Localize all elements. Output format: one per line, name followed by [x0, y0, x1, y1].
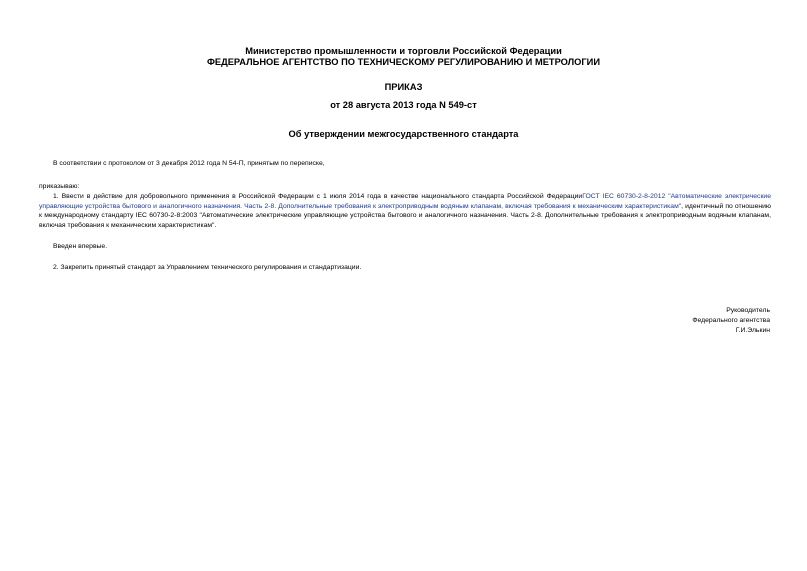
signature-title-2: Федерального агентства: [692, 317, 770, 324]
item-1-suffix: , идентичный по отношению к международному стандарту IEC 60730-2-8:2003 "Автоматические электрические управляющие устройства бытового и аналогичного назначения. Часть 2-8. Дополнительные требования к электроприводным водяным клапанам, включая требования к механическим характеристикам".: [39, 202, 771, 229]
order-word: приказываю:: [39, 183, 80, 190]
signature-name: Г.И.Элькин: [735, 327, 770, 334]
agency-name: ФЕДЕРАЛЬНОЕ АГЕНТСТВО ПО ТЕХНИЧЕСКОМУ РЕГУЛИРОВАНИЮ И МЕТРОЛОГИИ: [206, 57, 601, 67]
standard-link[interactable]: ГОСТ IEC 60730-2-8-2012 "Автоматические электрические управляющие устройства бытового и аналогичного назначения. Часть 2-8. Дополнительные требования к электроприводным водяным клапанам, включая требования к механическим характеристикам": [39, 193, 771, 210]
item-2-paragraph: 2. Закрепить принятый стандарт за Управлением технического регулирования и стандартизации.: [53, 264, 362, 271]
item-1-paragraph: [39, 192, 771, 230]
ministry-name: Министерство промышленности и торговли Российской Федерации: [245, 46, 562, 56]
document-type: ПРИКАЗ: [384, 82, 423, 92]
item-1-prefix: 1. Ввести в действие для добровольного применения в Российской Федерации с 1 июля 2014 года в качестве национального стандарта Российской Федерации: [53, 193, 583, 200]
intro-paragraph: В соответствии с протоколом от 3 декабря 2012 года N 54-П, принятым по переписке,: [53, 160, 325, 167]
document-subject: Об утверждении межгосударственного стандарта: [288, 129, 519, 139]
document-date-number: от 28 августа 2013 года N 549-ст: [330, 100, 477, 110]
signature-title-1: Руководитель: [726, 307, 770, 314]
introduced-first-note: Введен впервые.: [53, 243, 108, 250]
